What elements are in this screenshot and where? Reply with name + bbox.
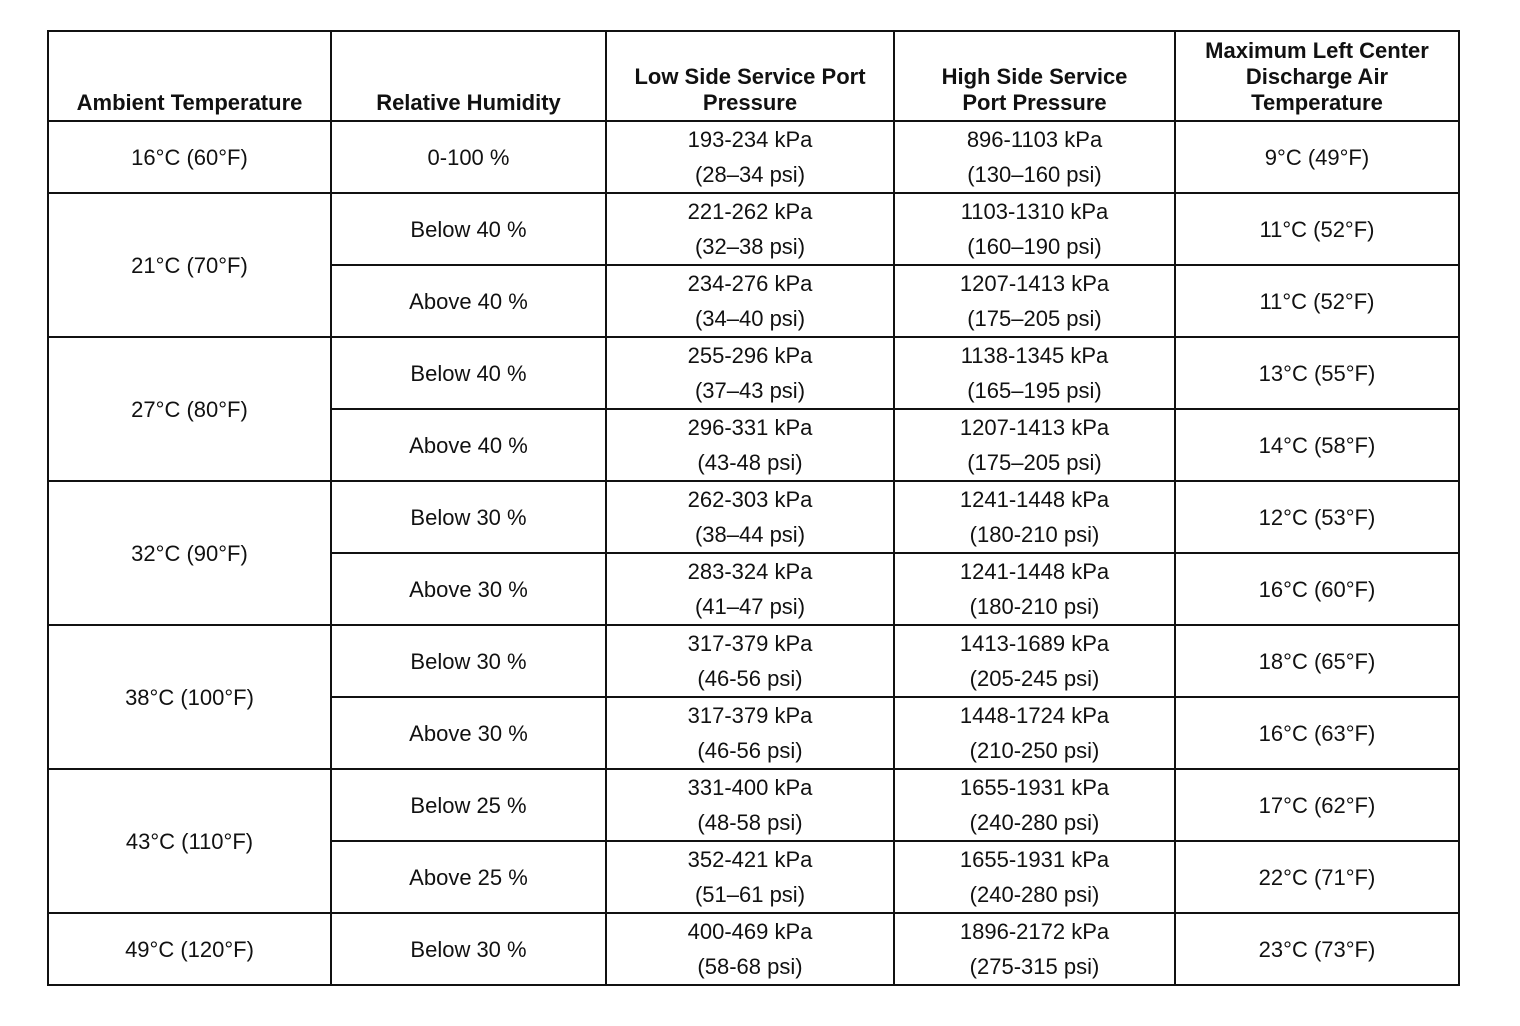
high-psi: (160–190 psi) [967,234,1102,259]
header-row [48,31,1459,121]
high-psi: (175–205 psi) [967,306,1102,331]
low-kpa: 352-421 kPa [687,847,813,872]
high-side-pressure-cell [894,769,1175,841]
header-line: Low Side Service Port [634,64,866,89]
table-row [48,481,1459,553]
low-kpa: 317-379 kPa [687,703,813,728]
performance-table [47,30,1460,986]
table-row [48,121,1459,193]
low-kpa: 221-262 kPa [687,199,813,224]
high-psi: (205-245 psi) [969,666,1100,691]
low-psi: (51–61 psi) [694,882,806,907]
max-discharge-temp-cell: 12°C (53°F) [1175,481,1459,553]
header-line: Pressure [702,90,798,115]
low-side-pressure-cell [606,625,894,697]
high-psi: (275-315 psi) [969,954,1100,979]
high-kpa: 1655-1931 kPa [959,847,1110,872]
high-side-pressure-cell [894,841,1175,913]
ambient-temperature-cell: 27°C (80°F) [48,337,331,481]
table-row [48,769,1459,841]
low-kpa: 283-324 kPa [687,559,813,584]
low-side-pressure-cell [606,769,894,841]
low-kpa: 255-296 kPa [687,343,813,368]
header-high-side-pressure [894,31,1175,121]
ambient-temperature-cell: 38°C (100°F) [48,625,331,769]
max-discharge-temp-cell: 18°C (65°F) [1175,625,1459,697]
high-side-pressure-cell [894,697,1175,769]
header-low-side-pressure [606,31,894,121]
high-side-pressure-cell [894,625,1175,697]
high-kpa: 1448-1724 kPa [959,703,1110,728]
humidity-cell: Below 30 % [331,913,606,985]
high-kpa: 1207-1413 kPa [959,415,1110,440]
table-row [48,625,1459,697]
high-side-pressure-cell [894,121,1175,193]
ambient-temperature-cell: 32°C (90°F) [48,481,331,625]
high-kpa: 1207-1413 kPa [959,271,1110,296]
humidity-cell: Below 40 % [331,193,606,265]
max-discharge-temp-cell: 9°C (49°F) [1175,121,1459,193]
high-psi: (165–195 psi) [967,378,1102,403]
max-discharge-temp-cell: 13°C (55°F) [1175,337,1459,409]
ambient-temperature-cell: 21°C (70°F) [48,193,331,337]
low-psi: (58-68 psi) [697,954,803,979]
humidity-cell: Below 25 % [331,769,606,841]
max-discharge-temp-cell: 11°C (52°F) [1175,193,1459,265]
table-row [48,913,1459,985]
max-discharge-temp-cell: 16°C (60°F) [1175,553,1459,625]
low-side-pressure-cell [606,481,894,553]
humidity-cell: Above 25 % [331,841,606,913]
header-ambient-temperature [48,31,331,121]
header-line: Discharge Air [1245,64,1389,89]
high-side-pressure-cell [894,481,1175,553]
humidity-cell: Above 40 % [331,265,606,337]
table-row [48,193,1459,265]
high-side-pressure-cell [894,553,1175,625]
high-psi: (210-250 psi) [969,738,1100,763]
max-discharge-temp-cell: 23°C (73°F) [1175,913,1459,985]
high-kpa: 1241-1448 kPa [959,487,1110,512]
max-discharge-temp-cell: 17°C (62°F) [1175,769,1459,841]
low-psi: (41–47 psi) [694,594,806,619]
humidity-cell: Above 30 % [331,697,606,769]
high-side-pressure-cell [894,265,1175,337]
humidity-cell: Above 30 % [331,553,606,625]
low-psi: (46-56 psi) [697,738,803,763]
low-side-pressure-cell [606,409,894,481]
low-kpa: 193-234 kPa [687,127,813,152]
header-line: High Side Service [941,64,1128,89]
low-psi: (43-48 psi) [697,450,803,475]
low-psi: (37–43 psi) [694,378,806,403]
low-psi: (38–44 psi) [694,522,806,547]
low-side-pressure-cell [606,697,894,769]
low-side-pressure-cell [606,913,894,985]
high-side-pressure-cell [894,193,1175,265]
high-kpa: 1138-1345 kPa [960,343,1109,368]
high-kpa: 1896-2172 kPa [959,919,1110,944]
max-discharge-temp-cell: 16°C (63°F) [1175,697,1459,769]
high-psi: (175–205 psi) [967,450,1102,475]
high-kpa: 1655-1931 kPa [959,775,1110,800]
high-kpa: 1241-1448 kPa [959,559,1110,584]
low-kpa: 400-469 kPa [687,919,813,944]
low-kpa: 262-303 kPa [687,487,813,512]
low-psi: (28–34 psi) [694,162,806,187]
ambient-temperature-cell: 43°C (110°F) [48,769,331,913]
low-side-pressure-cell [606,121,894,193]
high-kpa: 1413-1689 kPa [959,631,1110,656]
header-line: Relative Humidity [376,90,561,115]
max-discharge-temp-cell: 22°C (71°F) [1175,841,1459,913]
header-max-discharge-temp [1175,31,1459,121]
header-line: Port Pressure [962,90,1107,115]
high-psi: (240-280 psi) [969,882,1100,907]
high-side-pressure-cell [894,337,1175,409]
low-psi: (46-56 psi) [697,666,803,691]
low-kpa: 296-331 kPa [687,415,813,440]
ambient-temperature-cell: 49°C (120°F) [48,913,331,985]
low-kpa: 317-379 kPa [687,631,813,656]
max-discharge-temp-cell: 14°C (58°F) [1175,409,1459,481]
humidity-cell: 0-100 % [331,121,606,193]
humidity-cell: Below 30 % [331,481,606,553]
table-row [48,337,1459,409]
high-side-pressure-cell [894,409,1175,481]
high-psi: (240-280 psi) [969,810,1100,835]
high-psi: (180-210 psi) [969,522,1100,547]
header-relative-humidity [331,31,606,121]
low-psi: (32–38 psi) [694,234,806,259]
low-kpa: 234-276 kPa [687,271,813,296]
header-line: Ambient Temperature [76,90,303,115]
low-side-pressure-cell [606,841,894,913]
header-line: Temperature [1251,90,1383,115]
high-kpa: 896-1103 kPa [966,127,1103,152]
low-side-pressure-cell [606,193,894,265]
high-side-pressure-cell [894,913,1175,985]
header-line: Maximum Left Center [1205,38,1429,63]
max-discharge-temp-cell: 11°C (52°F) [1175,265,1459,337]
ambient-temperature-cell: 16°C (60°F) [48,121,331,193]
high-kpa: 1103-1310 kPa [960,199,1109,224]
humidity-cell: Above 40 % [331,409,606,481]
low-side-pressure-cell [606,265,894,337]
high-psi: (180-210 psi) [969,594,1100,619]
high-psi: (130–160 psi) [967,162,1102,187]
low-psi: (48-58 psi) [697,810,803,835]
low-side-pressure-cell [606,553,894,625]
humidity-cell: Below 30 % [331,625,606,697]
low-side-pressure-cell [606,337,894,409]
low-psi: (34–40 psi) [694,306,806,331]
low-kpa: 331-400 kPa [687,775,813,800]
humidity-cell: Below 40 % [331,337,606,409]
